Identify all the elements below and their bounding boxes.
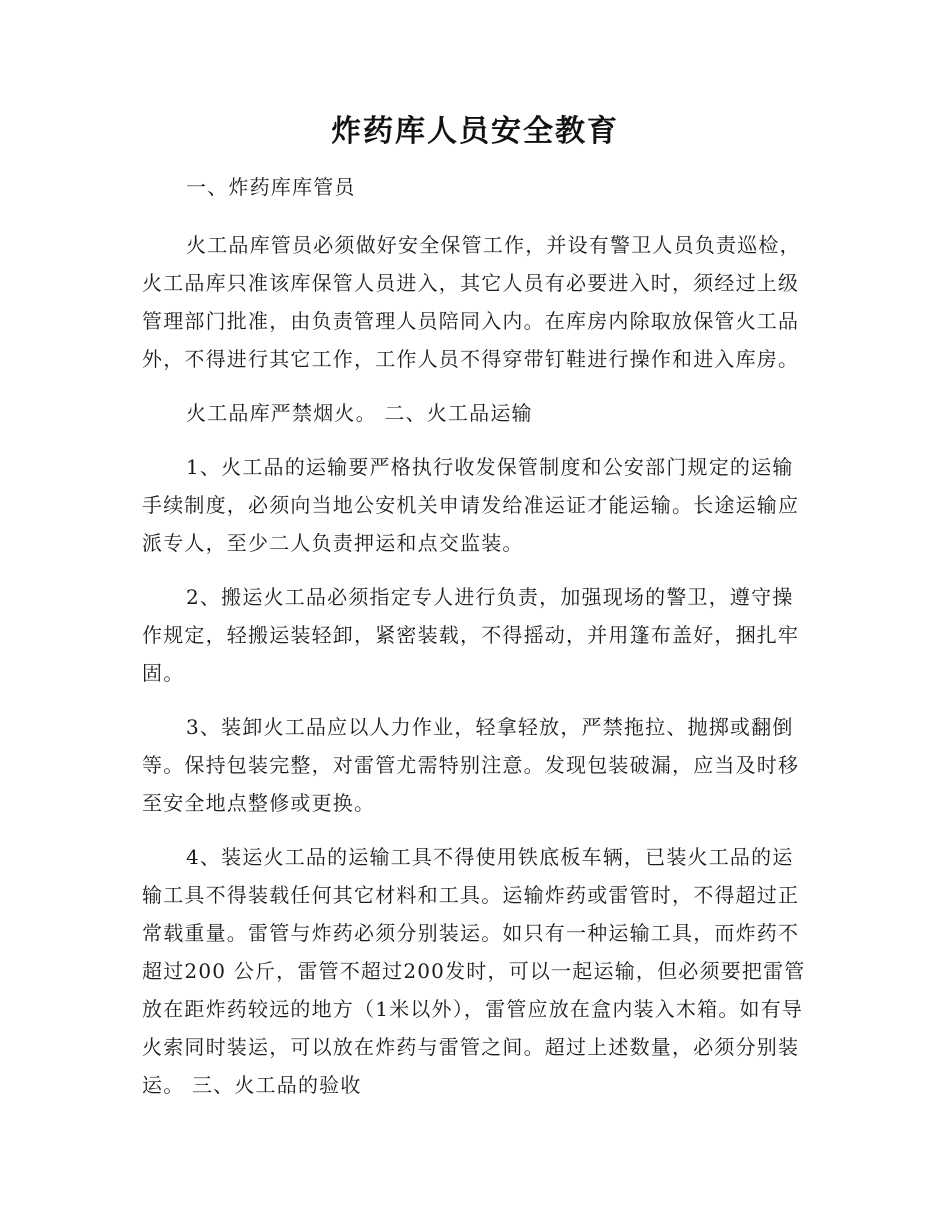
paragraph-transport-rule-4: 4、装运火工品的运输工具不得使用铁底板车辆，已装火工品的运输工具不得装载任何其它材料和工具。运输炸药或雷管时，不得超过正常载重量。雷管与炸药必须分别装运。如只有一种运输工具，而炸药不超过200 公斤，雷管不超过200发时，可以一起运输，但必须要把雷管放在距炸药较远的地方（1米以外），雷管应放在盒内装入木箱。如有导火索同时装运，可以放在炸药与雷管之间。超过上述数量，必须分别装运。 三、火工品的验收: [142, 845, 806, 1097]
paragraph-transport-rule-1: 1、火工品的运输要严格执行收发保管制度和公安部门规定的运输手续制度，必须向当地公安机关申请发给准运证才能运输。长途运输应派专人，至少二人负责押运和点交监装。: [142, 455, 800, 555]
document-title: 炸药库人员安全教育: [331, 114, 619, 149]
section-heading-storekeeper: 一、炸药库库管员: [186, 175, 356, 199]
document-body: [142, 168, 810, 1120]
paragraph-transport-rule-2: 2、搬运火工品必须指定专人进行负责，加强现场的警卫，遵守操作规定，轻搬运装轻卸，紧密装载，不得摇动，并用篷布盖好，捆扎牢固。: [142, 585, 800, 685]
paragraph-transport-rule-3: 3、装卸火工品应以人力作业，轻拿轻放，严禁拖拉、抛掷或翻倒等。保持包装完整，对雷管尤需特别注意。发现包装破漏，应当及时移至安全地点整修或更换。: [142, 715, 800, 815]
paragraph-storekeeper-duties: 火工品库管员必须做好安全保管工作，并设有警卫人员负责巡检，火工品库只准该库保管人员进入，其它人员有必要进入时，须经过上级管理部门批准，由负责管理人员陪同入内。在库房内除取放保管火工品外，不得进行其它工作，工作人员不得穿带钉鞋进行操作和进入库房。: [142, 233, 801, 371]
paragraph-no-fire-transport-heading: 火工品库严禁烟火。 二、火工品运输: [186, 401, 533, 425]
